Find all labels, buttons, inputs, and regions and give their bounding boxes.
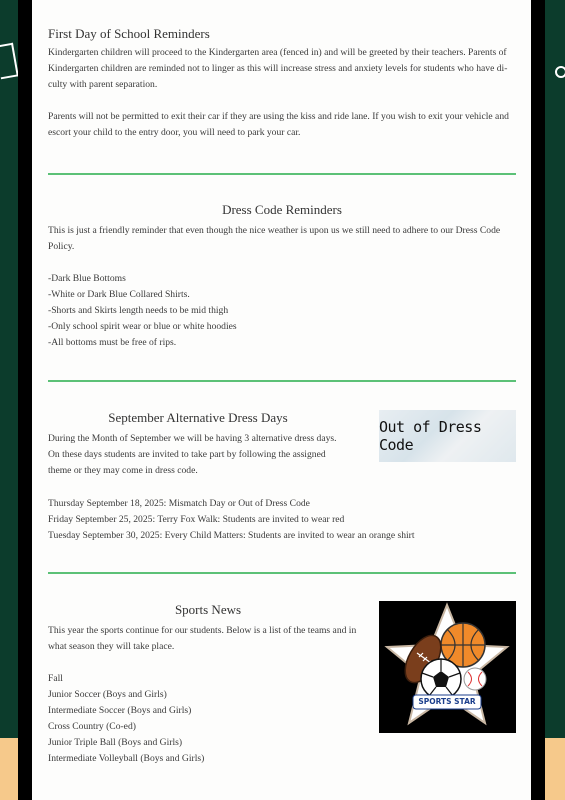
chalk-doodle-icon xyxy=(0,43,19,80)
list-item: Intermediate Volleyball (Boys and Girls) xyxy=(48,753,205,764)
first-day-title: First Day of School Reminders xyxy=(48,26,210,41)
left-border-panel xyxy=(0,0,18,800)
baseball-icon xyxy=(464,668,486,690)
alt-dress-intro: During the Month of September we will be having 3 alternative dress days. On these days students are invited to take part by following the assigned theme or they may come in dress code. xyxy=(48,433,337,476)
section-divider xyxy=(48,380,516,382)
chalk-circle-icon xyxy=(555,66,565,78)
list-item: Intermediate Soccer (Boys and Girls) xyxy=(48,705,192,716)
right-black-strip xyxy=(531,0,545,800)
sports-team-list xyxy=(48,671,368,767)
section-divider xyxy=(48,173,516,175)
list-item: Friday September 25, 2025: Terry Fox Walk: Students are invited to wear red xyxy=(48,514,345,525)
list-item: Thursday September 18, 2025: Mismatch Day or Out of Dress Code xyxy=(48,498,310,509)
dress-code-intro: This is just a friendly reminder that even though the nice weather is upon us we still need to adhere to our Dress Code Policy. xyxy=(48,225,501,252)
first-day-paragraph-1: Kindergarten children will proceed to the Kindergarten area (fenced in) and will be greeted by their teachers. Parents of Kindergarten children are reminded not to linger as this will increase stress and anxiety levels for students who have di- culty with parent separation. xyxy=(48,47,508,90)
alt-dress-days-list xyxy=(48,496,516,544)
first-day-section xyxy=(48,26,516,141)
dress-code-list xyxy=(48,271,516,351)
newsletter-page xyxy=(32,0,531,800)
list-item: Tuesday September 30, 2025: Every Child Matters: Students are invited to wear an orange shirt xyxy=(48,530,415,541)
section-divider xyxy=(48,572,516,574)
list-item: -All bottoms must be free of rips. xyxy=(48,337,177,348)
right-border-panel xyxy=(545,0,565,800)
first-day-paragraph-2: Parents will not be permitted to exit their car if they are using the kiss and ride lane. If you wish to exit your vehicle and escort your child to the entry door, you will need to park your car. xyxy=(48,111,509,138)
out-of-dress-code-image-text: Out of Dress Code xyxy=(379,418,482,454)
list-item: Junior Soccer (Boys and Girls) xyxy=(48,689,167,700)
list-item: Cross Country (Co-ed) xyxy=(48,721,136,732)
left-peach-band xyxy=(0,738,18,800)
list-item: Junior Triple Ball (Boys and Girls) xyxy=(48,737,183,748)
right-peach-band xyxy=(545,738,565,800)
out-of-dress-code-image xyxy=(379,410,516,462)
dress-code-title: Dress Code Reminders xyxy=(222,202,342,217)
list-item: -Only school spirit wear or blue or white hoodies xyxy=(48,321,237,332)
list-item: -Dark Blue Bottoms xyxy=(48,273,126,284)
sports-star-image xyxy=(379,601,516,733)
sports-title: Sports News xyxy=(174,602,242,617)
list-item: -Shorts and Skirts length needs to be mid thigh xyxy=(48,305,229,316)
list-item: -White or Dark Blue Collared Shirts. xyxy=(48,289,190,300)
star-graphic-icon xyxy=(379,601,516,733)
sports-star-banner-text: SPORTS STAR xyxy=(418,697,476,706)
alt-dress-title: September Alternative Dress Days xyxy=(108,410,288,425)
left-black-strip xyxy=(18,0,32,800)
season-label: Fall xyxy=(48,673,63,684)
sports-intro: This year the sports continue for our students. Below is a list of the teams and in what season they will take place. xyxy=(48,625,357,652)
dress-code-section xyxy=(48,202,516,351)
